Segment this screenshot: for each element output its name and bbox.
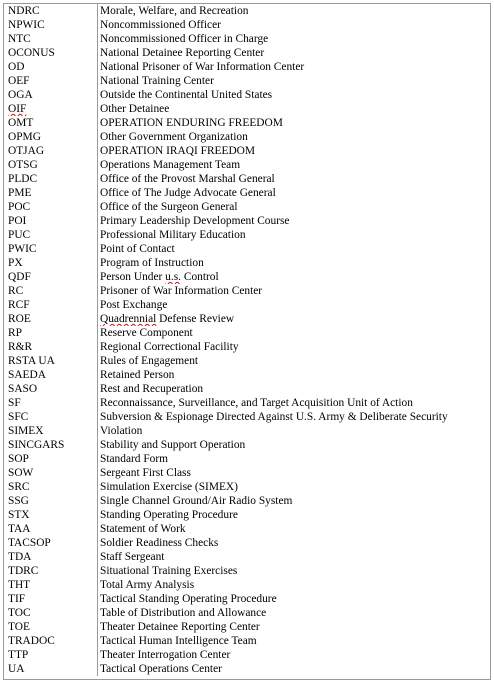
definition-text: Theater Detainee Reporting Center — [100, 621, 260, 633]
abbreviation-text: OPMG — [8, 131, 41, 143]
table-row — [4, 32, 490, 46]
abbreviation-text: SAEDA — [8, 369, 46, 381]
abbreviation-cell — [4, 144, 98, 158]
definition-cell — [98, 508, 490, 522]
abbreviation-cell — [4, 522, 98, 536]
definition-text: Rest and Recuperation — [100, 383, 204, 395]
abbreviation-cell — [4, 354, 98, 368]
abbreviation-text: PX — [8, 257, 23, 269]
definition-cell — [98, 60, 490, 74]
abbreviation-text: OTJAG — [8, 145, 45, 157]
definition-cell — [98, 298, 490, 312]
table-row — [4, 116, 490, 130]
definition-cell — [98, 368, 490, 382]
definition-text: Total Army Analysis — [100, 579, 195, 591]
abbreviation-cell — [4, 648, 98, 662]
abbreviation-text: NDRC — [8, 5, 40, 17]
definition-text: Regional Correctional Facility — [100, 341, 239, 353]
definition-cell — [98, 284, 490, 298]
table-row — [4, 88, 490, 102]
definition-cell — [98, 438, 490, 452]
definition-cell — [98, 200, 490, 214]
table-row — [4, 550, 490, 564]
abbreviation-text: OGA — [8, 89, 33, 101]
table-row — [4, 200, 490, 214]
table-row — [4, 4, 490, 18]
table-row — [4, 74, 490, 88]
abbreviation-text: TACSOP — [8, 537, 51, 549]
definition-text: Rules of Engagement — [100, 355, 199, 367]
abbreviation-cell — [4, 256, 98, 270]
definition-cell — [98, 410, 490, 424]
abbreviation-text: OD — [8, 61, 25, 73]
definition-text: OPERATION ENDURING FREEDOM — [100, 117, 283, 129]
table-row — [4, 606, 490, 620]
abbreviation-text: ROE — [8, 313, 31, 325]
abbreviation-cell — [4, 228, 98, 242]
abbreviation-text: RCF — [8, 299, 30, 311]
definition-cell — [98, 662, 490, 676]
abbreviation-text: UA — [8, 663, 25, 675]
abbreviation-cell — [4, 18, 98, 32]
definition-cell — [98, 452, 490, 466]
abbreviation-cell — [4, 410, 98, 424]
table-row — [4, 634, 490, 648]
abbreviation-text: OMT — [8, 117, 34, 129]
abbreviation-cell — [4, 424, 98, 438]
definition-text: Soldier Readiness Checks — [100, 537, 219, 549]
abbreviation-cell — [4, 158, 98, 172]
definition-text: Staff Sergeant — [100, 551, 165, 563]
definition-cell — [98, 424, 490, 438]
definition-cell — [98, 102, 490, 116]
abbreviation-cell — [4, 130, 98, 144]
definition-text: Statement of Work — [100, 523, 186, 535]
definition-text: Reserve Component — [100, 327, 193, 339]
abbreviation-text: SINCGARS — [8, 439, 65, 451]
definition-text: Quadrennial Defense Review — [100, 313, 235, 325]
definition-text: Noncommissioned Officer in Charge — [100, 33, 269, 45]
definition-text: Noncommissioned Officer — [100, 19, 221, 31]
definition-cell — [98, 592, 490, 606]
abbreviation-text: SSG — [8, 495, 29, 507]
abbreviation-text: OIF — [8, 103, 27, 115]
definition-text: Theater Interrogation Center — [100, 649, 231, 661]
abbreviation-cell — [4, 452, 98, 466]
table-row — [4, 382, 490, 396]
definition-cell — [98, 270, 490, 284]
definition-text: Sergeant First Class — [100, 467, 191, 479]
abbreviation-text: OCONUS — [8, 47, 55, 59]
definition-text: Tactical Standing Operating Procedure — [100, 593, 277, 605]
definition-text: Situational Training Exercises — [100, 565, 238, 577]
abbreviation-cell — [4, 494, 98, 508]
abbreviation-text: POI — [8, 215, 27, 227]
definition-cell — [98, 130, 490, 144]
definition-text: Office of the Surgeon General — [100, 201, 238, 213]
definition-text: Point of Contact — [100, 243, 175, 255]
abbreviation-text: SRC — [8, 481, 30, 493]
table-row — [4, 46, 490, 60]
definition-cell — [98, 242, 490, 256]
definition-text: Standing Operating Procedure — [100, 509, 238, 521]
abbreviation-cell — [4, 298, 98, 312]
definition-cell — [98, 88, 490, 102]
definition-cell — [98, 648, 490, 662]
definition-cell — [98, 396, 490, 410]
table-row — [4, 620, 490, 634]
abbreviation-cell — [4, 536, 98, 550]
definition-cell — [98, 18, 490, 32]
abbreviation-text: PLDC — [8, 173, 38, 185]
table-row — [4, 494, 490, 508]
definition-text: Retained Person — [100, 369, 175, 381]
definition-text: Post Exchange — [100, 299, 168, 311]
abbreviation-cell — [4, 662, 98, 676]
abbreviation-cell — [4, 312, 98, 326]
abbreviation-cell — [4, 284, 98, 298]
table-row — [4, 298, 490, 312]
definition-text: Program of Instruction — [100, 257, 204, 269]
table-row — [4, 130, 490, 144]
definition-text: Person Under u.s. Control — [100, 271, 219, 283]
definition-text: National Prisoner of War Information Center — [100, 61, 305, 73]
abbreviation-text: STX — [8, 509, 30, 521]
abbreviation-text: RC — [8, 285, 24, 297]
definition-text: Office of The Judge Advocate General — [100, 187, 276, 199]
abbreviation-text: TRADOC — [8, 635, 55, 647]
table-row — [4, 228, 490, 242]
table-row — [4, 284, 490, 298]
abbreviation-cell — [4, 270, 98, 284]
abbreviation-text: OEF — [8, 75, 30, 87]
abbreviation-text: TTP — [8, 649, 29, 661]
abbreviation-text: RP — [8, 327, 22, 339]
definition-cell — [98, 158, 490, 172]
definition-text: Office of the Provost Marshal General — [100, 173, 275, 185]
definition-cell — [98, 228, 490, 242]
abbreviation-cell — [4, 60, 98, 74]
abbreviation-cell — [4, 340, 98, 354]
abbreviation-text: OTSG — [8, 159, 38, 171]
definition-text: Tactical Operations Center — [100, 663, 222, 675]
abbreviation-cell — [4, 396, 98, 410]
definition-cell — [98, 214, 490, 228]
table-row — [4, 466, 490, 480]
table-row — [4, 662, 490, 676]
definition-cell — [98, 46, 490, 60]
abbreviation-cell — [4, 578, 98, 592]
abbreviation-text: SF — [8, 397, 21, 409]
table-row — [4, 158, 490, 172]
table-row — [4, 326, 490, 340]
abbreviation-text: TDRC — [8, 565, 39, 577]
table-row — [4, 256, 490, 270]
definition-text: Primary Leadership Development Course — [100, 215, 290, 227]
abbreviation-text: TDA — [8, 551, 32, 563]
abbreviation-text: THT — [8, 579, 31, 591]
definition-cell — [98, 620, 490, 634]
table-row — [4, 410, 490, 424]
definition-text: Other Detainee — [100, 103, 170, 115]
table-row — [4, 312, 490, 326]
table-row — [4, 536, 490, 550]
table-row — [4, 564, 490, 578]
definition-cell — [98, 494, 490, 508]
abbreviation-cell — [4, 438, 98, 452]
table-row — [4, 522, 490, 536]
definition-text: Stability and Support Operation — [100, 439, 246, 451]
definition-cell — [98, 522, 490, 536]
definition-text: Standard Form — [100, 453, 169, 465]
abbreviation-text: SOP — [8, 453, 29, 465]
abbreviation-text: POC — [8, 201, 31, 213]
table-row — [4, 144, 490, 158]
abbreviation-cell — [4, 480, 98, 494]
abbreviation-text: TAA — [8, 523, 31, 535]
table-row — [4, 214, 490, 228]
definition-text: Violation — [100, 425, 143, 437]
definition-text: OPERATION IRAQI FREEDOM — [100, 145, 256, 157]
abbreviation-text: NPWIC — [8, 19, 45, 31]
abbreviation-text: R&R — [8, 341, 33, 353]
definition-text: Morale, Welfare, and Recreation — [100, 5, 249, 17]
definition-cell — [98, 116, 490, 130]
table-row — [4, 102, 490, 116]
table-row — [4, 60, 490, 74]
definition-text: Single Channel Ground/Air Radio System — [100, 495, 293, 507]
abbreviation-cell — [4, 564, 98, 578]
abbreviation-cell — [4, 592, 98, 606]
table-row — [4, 578, 490, 592]
definition-cell — [98, 466, 490, 480]
abbreviation-text: SIMEX — [8, 425, 44, 437]
definition-text: Outside the Continental United States — [100, 89, 273, 101]
definition-text: Simulation Exercise (SIMEX) — [100, 481, 238, 493]
abbreviation-text: NTC — [8, 33, 31, 45]
abbreviation-cell — [4, 634, 98, 648]
table-row — [4, 424, 490, 438]
abbreviation-cell — [4, 116, 98, 130]
definition-text: Prisoner of War Information Center — [100, 285, 263, 297]
definition-text: National Detainee Reporting Center — [100, 47, 265, 59]
abbreviation-text: TOC — [8, 607, 31, 619]
definition-cell — [98, 186, 490, 200]
definition-cell — [98, 172, 490, 186]
abbreviation-text: PME — [8, 187, 32, 199]
definition-cell — [98, 74, 490, 88]
abbreviation-text: RSTA UA — [8, 355, 55, 367]
definition-text: Professional Military Education — [100, 229, 246, 241]
table-row — [4, 340, 490, 354]
definition-text: National Training Center — [100, 75, 214, 87]
definition-cell — [98, 144, 490, 158]
abbreviation-cell — [4, 550, 98, 564]
definition-text: Tactical Human Intelligence Team — [100, 635, 257, 647]
table-row — [4, 242, 490, 256]
definition-cell — [98, 354, 490, 368]
definition-cell — [98, 634, 490, 648]
abbreviation-text: PWIC — [8, 243, 37, 255]
table-row — [4, 186, 490, 200]
table-row — [4, 396, 490, 410]
abbreviation-cell — [4, 200, 98, 214]
table-row — [4, 452, 490, 466]
table-row — [4, 592, 490, 606]
abbreviation-text: SFC — [8, 411, 29, 423]
abbreviation-text: TOE — [8, 621, 30, 633]
abbreviation-cell — [4, 46, 98, 60]
table-row — [4, 270, 490, 284]
definition-cell — [98, 256, 490, 270]
definition-cell — [98, 480, 490, 494]
abbreviation-cell — [4, 214, 98, 228]
abbreviation-text: SOW — [8, 467, 34, 479]
definition-text: Reconnaissance, Surveillance, and Target Acquisition Unit of Action — [100, 397, 413, 409]
definition-cell — [98, 578, 490, 592]
definition-cell — [98, 564, 490, 578]
abbreviation-cell — [4, 508, 98, 522]
abbreviation-cell — [4, 242, 98, 256]
definition-cell — [98, 4, 490, 18]
abbreviation-cell — [4, 186, 98, 200]
definition-cell — [98, 382, 490, 396]
abbreviation-text: QDF — [8, 271, 31, 283]
table-row — [4, 648, 490, 662]
abbreviation-text: PUC — [8, 229, 31, 241]
definition-cell — [98, 536, 490, 550]
abbreviation-cell — [4, 74, 98, 88]
abbreviation-cell — [4, 368, 98, 382]
abbreviation-cell — [4, 606, 98, 620]
abbreviation-cell — [4, 382, 98, 396]
definition-text: Table of Distribution and Allowance — [100, 607, 267, 619]
table-row — [4, 438, 490, 452]
definition-text: Subversion & Espionage Directed Against U.S. Army & Deliberate Security — [100, 411, 448, 423]
abbreviation-cell — [4, 4, 98, 18]
abbreviation-cell — [4, 32, 98, 46]
definition-cell — [98, 340, 490, 354]
definition-text: Other Government Organization — [100, 131, 248, 143]
definition-cell — [98, 606, 490, 620]
abbreviation-cell — [4, 326, 98, 340]
abbreviation-cell — [4, 620, 98, 634]
abbreviation-text: SASO — [8, 383, 38, 395]
table-row — [4, 172, 490, 186]
table-row — [4, 368, 490, 382]
abbreviation-cell — [4, 172, 98, 186]
table-row — [4, 18, 490, 32]
abbreviation-text: TIF — [8, 593, 26, 605]
table-row — [4, 354, 490, 368]
abbreviation-cell — [4, 88, 98, 102]
table-row — [4, 480, 490, 494]
abbreviation-cell — [4, 466, 98, 480]
table-row — [4, 508, 490, 522]
definition-cell — [98, 32, 490, 46]
definition-cell — [98, 550, 490, 564]
definition-cell — [98, 326, 490, 340]
definition-cell — [98, 312, 490, 326]
definition-text: Operations Management Team — [100, 159, 241, 171]
abbreviation-cell — [4, 102, 98, 116]
acronym-table — [3, 3, 491, 680]
